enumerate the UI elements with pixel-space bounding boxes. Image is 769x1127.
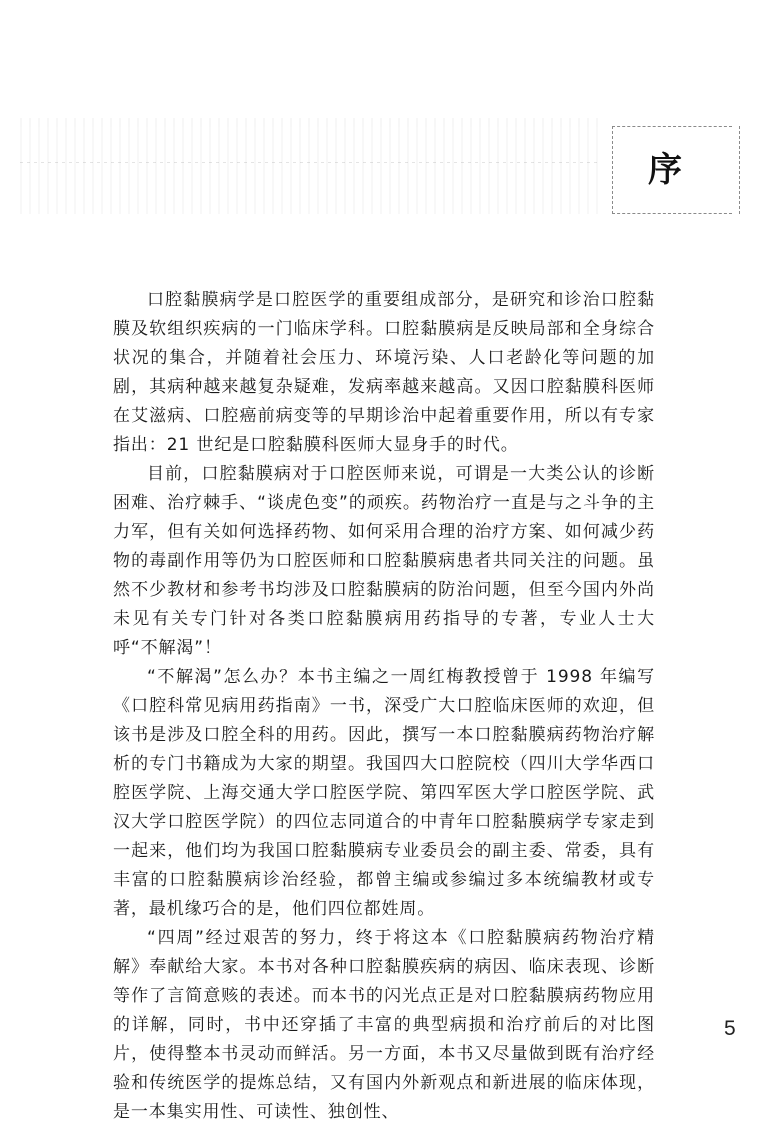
paragraph-1: 口腔黏膜病学是口腔医学的重要组成部分，是研究和诊治口腔黏膜及软组织疾病的一门临床学科。口腔黏膜病是反映局部和全身综合状况的集合，并随着社会压力、环境污染、人口老龄化等问题的加剧，其病种越来越复杂疑难，发病率越来越高。又因口腔黏膜科医师在艾滋病、口腔癌前病变等的早期诊治中起着重要作用，所以有专家指出：21 世纪是口腔黏膜科医师大显身手的时代。 bbox=[113, 290, 655, 455]
paragraph-4: “四周”经过艰苦的努力，终于将这本《口腔黏膜病药物治疗精解》奉献给大家。本书对各种口腔黏膜疾病的病因、临床表现、诊断等作了言简意赅的表述。而本书的闪光点正是对口腔黏膜病药物应用的详解，同时，书中还穿插了丰富的典型病损和治疗前后的对比图片，使得整本书灵动而鲜活。另一方面，本书又尽量做到既有治疗经验和传统医学的提炼总结，又有国内外新观点和新进展的临床体现，是一本集实用性、可读性、独创性、 bbox=[113, 928, 655, 1122]
paragraph-3: “不解渴”怎么办？本书主编之一周红梅教授曾于 1998 年编写《口腔科常见病用药指南》一书，深受广大口腔临床医师的欢迎，但该书是涉及口腔全科的用药。因此，撰写一本口腔黏膜病药物治疗解析的专门书籍成为大家的期望。我国四大口腔院校（四川大学华西口腔医学院、上海交通大学口腔医学院、第四军医大学口腔医学院、武汉大学口腔医学院）的四位志同道合的中青年口腔黏膜病学专家走到一起来，他们均为我国口腔黏膜病专业委员会的副主委、常委，具有丰富的口腔黏膜病诊治经验，都曾主编或参编过多本统编教材或专著，最机缘巧合的是，他们四位都姓周。 bbox=[113, 667, 655, 919]
page-title: 序 bbox=[648, 150, 682, 190]
paragraph-2: 目前，口腔黏膜病对于口腔医师来说，可谓是一大类公认的诊断困难、治疗棘手、“谈虎色变”的顽疾。药物治疗一直是与之斗争的主力军，但有关如何选择药物、如何采用合理的治疗方案、如何减少药物的毒副作用等仍为口腔医师和口腔黏膜病患者共同关注的问题。虽然不少教材和参考书均涉及口腔黏膜病的防治问题，但至今国内外尚未见有关专门针对各类口腔黏膜病用药指导的专著，专业人士大呼“不解渴”！ bbox=[113, 464, 655, 658]
header-decoration-band bbox=[20, 118, 600, 214]
page-number: 5 bbox=[724, 1017, 736, 1040]
preface-body bbox=[113, 286, 655, 1127]
